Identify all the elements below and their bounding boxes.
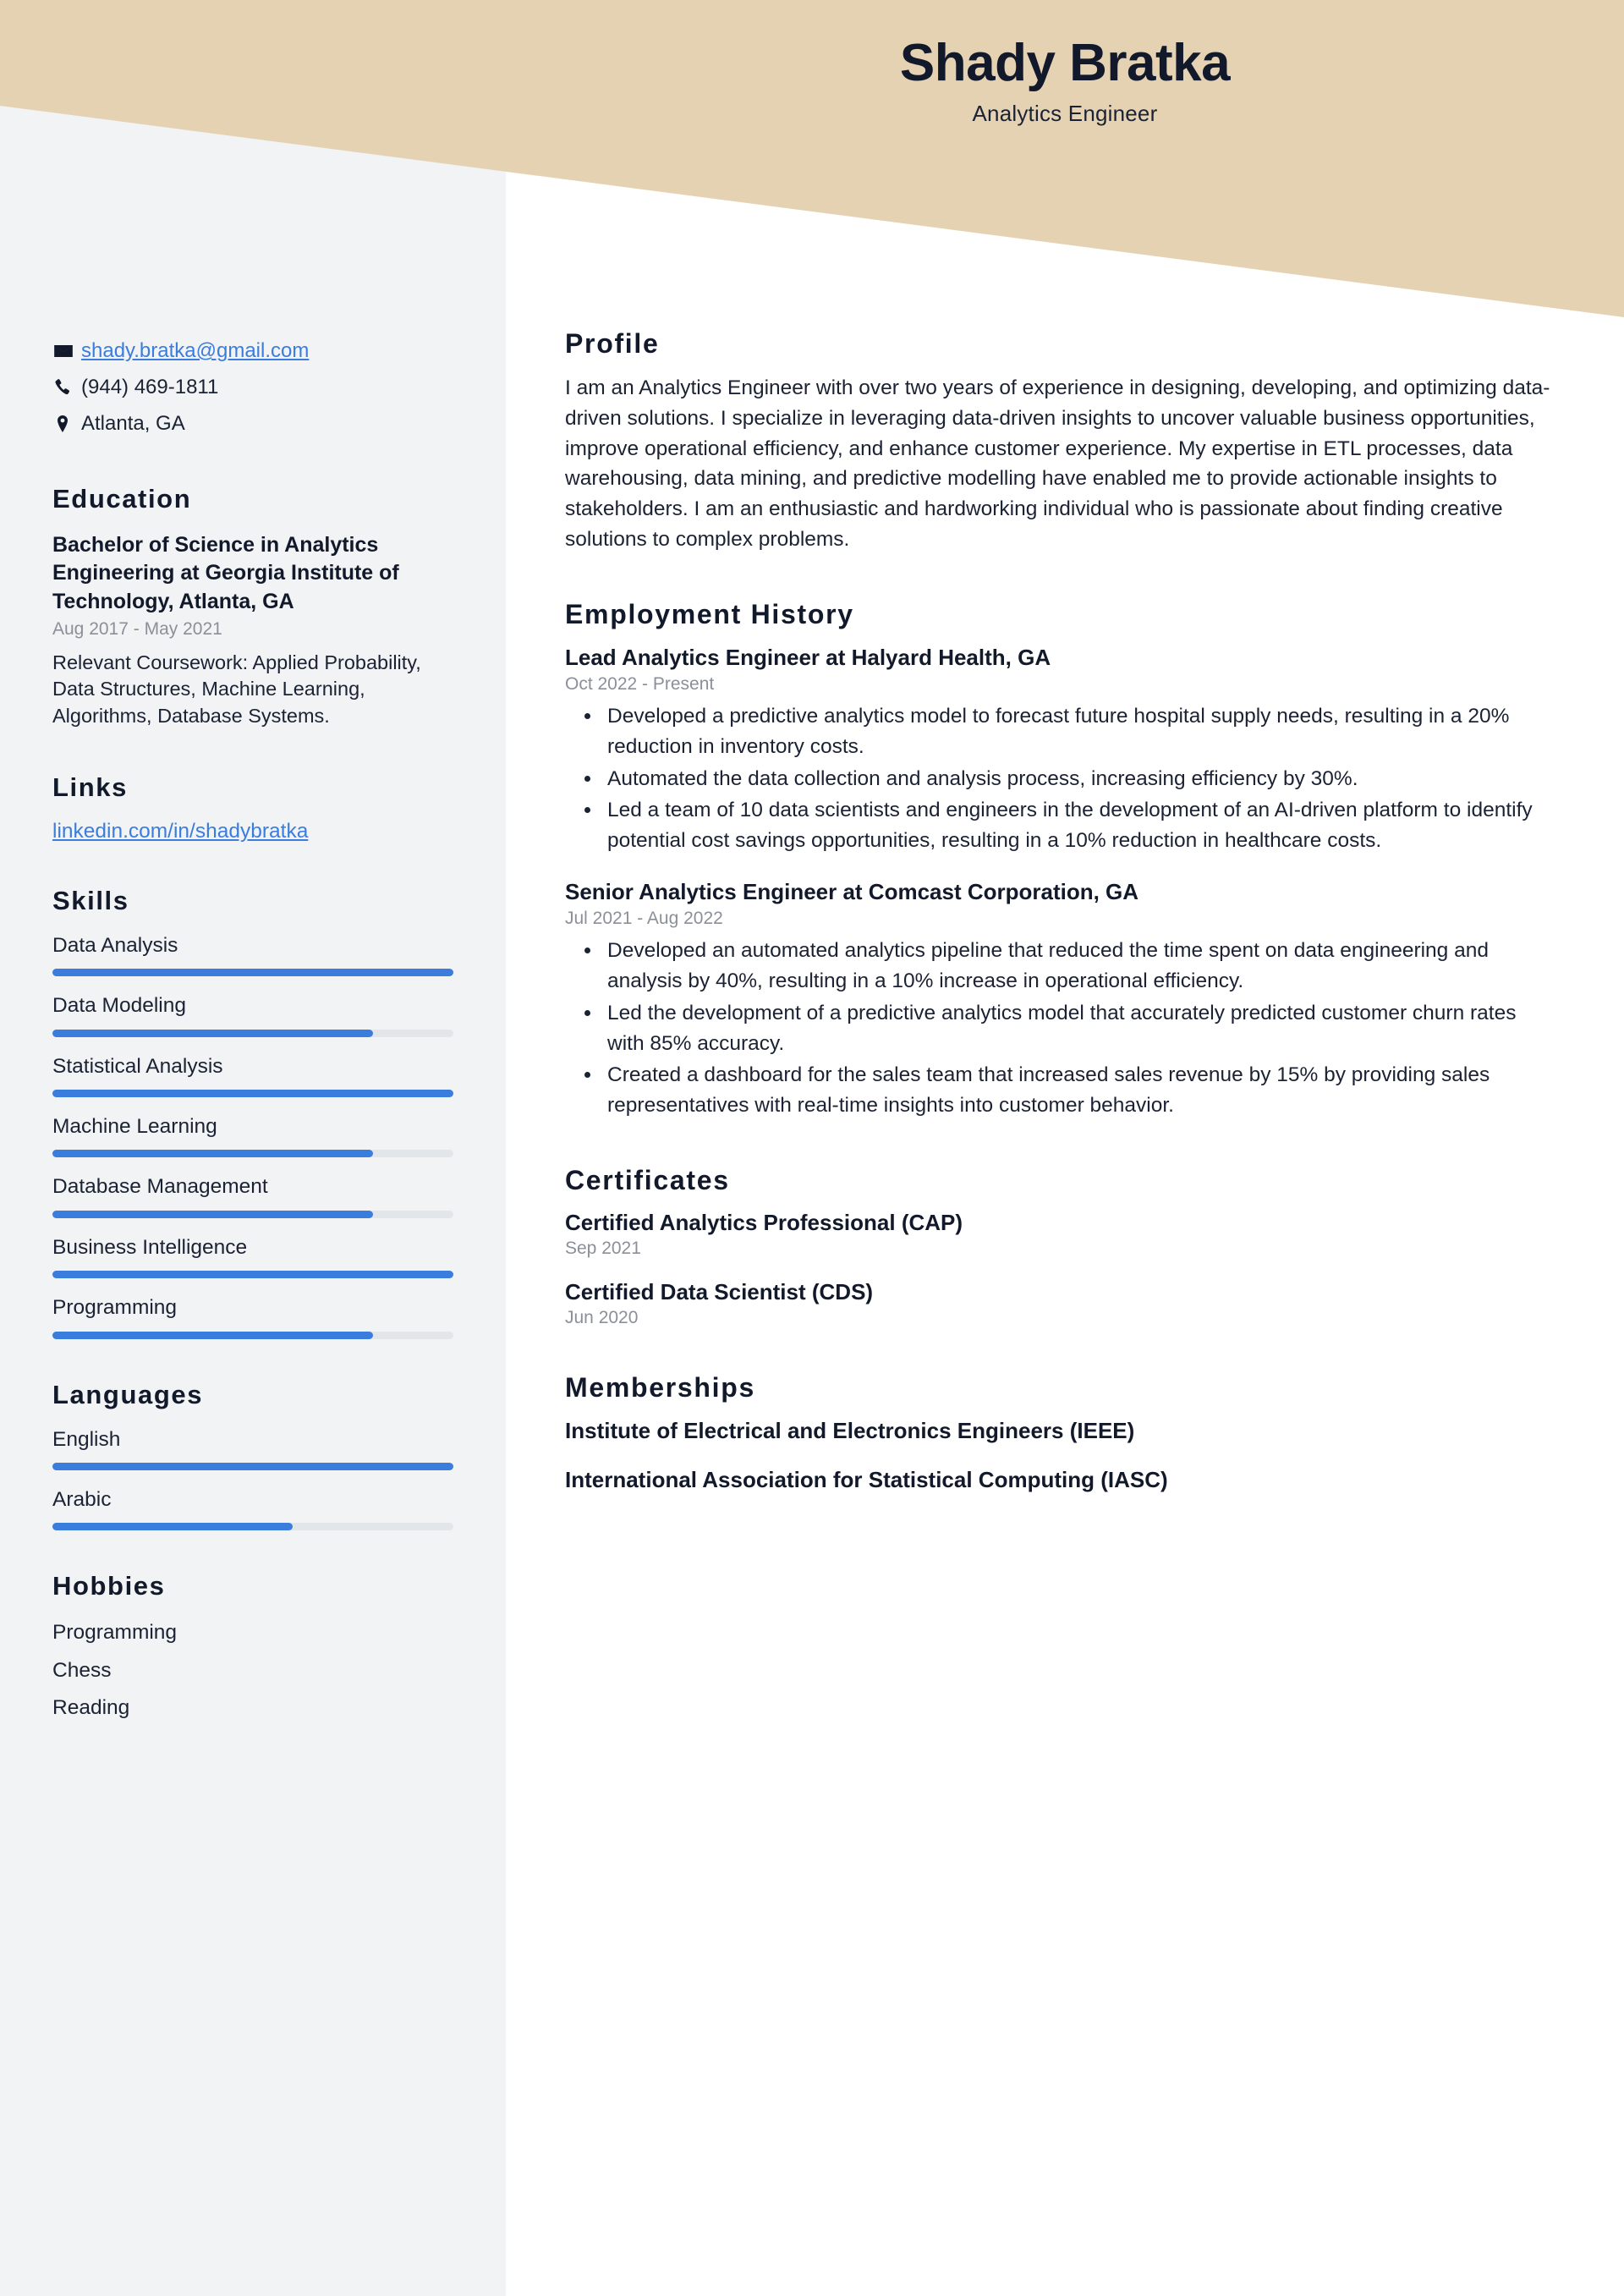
sidebar bbox=[0, 0, 506, 1756]
education-heading: Education bbox=[52, 484, 192, 514]
contact-location-label: Atlanta, GA bbox=[81, 412, 185, 435]
employment-entry-dates: Oct 2022 - Present bbox=[565, 674, 715, 695]
certificates-section bbox=[565, 1165, 1551, 1328]
certificate-date: Sep 2021 bbox=[565, 1239, 641, 1259]
hobby-item: Chess bbox=[52, 1658, 112, 1682]
skill-item bbox=[52, 1295, 453, 1338]
skills-heading: Skills bbox=[52, 885, 129, 915]
bullet-item: • Developed an automated analytics pipeline that reduced the time spent on data engineering and analysis by 40%, resulting in a 10% increase in operational efficiency. bbox=[602, 936, 1551, 997]
employment-section bbox=[565, 599, 1551, 1121]
bullet-item: • Developed a predictive analytics model to forecast future hospital supply needs, resulting in a 20% reduction in inventory costs. bbox=[602, 701, 1551, 762]
envelope-icon bbox=[52, 340, 81, 362]
skill-meter-track bbox=[52, 1332, 453, 1339]
contact-email[interactable] bbox=[52, 338, 453, 364]
skill-meter-track bbox=[52, 1030, 453, 1037]
membership-item: Institute of Electrical and Electronics Engineers (IEEE) bbox=[565, 1418, 1135, 1444]
skill-label: Machine Learning bbox=[52, 1115, 217, 1139]
skill-meter-fill bbox=[52, 969, 453, 976]
employment-entry-title: Lead Analytics Engineer at Halyard Health, GA bbox=[565, 644, 1051, 670]
education-dates: Aug 2017 - May 2021 bbox=[52, 618, 222, 639]
employment-entry-bullets bbox=[565, 701, 1551, 856]
contact-phone[interactable] bbox=[52, 375, 453, 400]
job-title-subtitle: Analytics Engineer bbox=[972, 100, 1158, 126]
skill-meter-fill bbox=[52, 1271, 453, 1278]
links-heading: Links bbox=[52, 772, 128, 802]
education-description: Relevant Coursework: Applied Probability, Data Structures, Machine Learning, Algorithms, Database Systems. bbox=[52, 651, 421, 728]
skill-meter-track bbox=[52, 1271, 453, 1278]
bullet-item: • Led the development of a predictive analytics model that accurately predicted customer churn rates with 85% accuracy. bbox=[602, 998, 1551, 1059]
bullet-item: • Led a team of 10 data scientists and engineers in the development of an AI-driven platform to identify potential cost savings opportunities, resulting in a 10% reduction in healthcare costs. bbox=[602, 795, 1551, 856]
certificate-item bbox=[565, 1279, 1551, 1328]
contact-phone-label: (944) 469-1811 bbox=[81, 376, 219, 398]
hobbies-heading: Hobbies bbox=[52, 1571, 166, 1601]
hobby-item: Reading bbox=[52, 1696, 130, 1720]
languages-section bbox=[52, 1380, 453, 1531]
certificate-name: Certified Data Scientist (CDS) bbox=[565, 1279, 874, 1305]
contact-location bbox=[52, 411, 453, 437]
skill-item bbox=[52, 1174, 453, 1217]
skill-item bbox=[52, 1235, 453, 1278]
memberships-section bbox=[565, 1372, 1551, 1495]
membership-item: International Association for Statistical Computing (IASC) bbox=[565, 1466, 1168, 1492]
certificate-name: Certified Analytics Professional (CAP) bbox=[565, 1210, 963, 1236]
main-column bbox=[506, 0, 1624, 1539]
skill-label: Database Management bbox=[52, 1175, 268, 1199]
phone-icon bbox=[52, 377, 81, 398]
certificates-heading: Certificates bbox=[565, 1165, 730, 1196]
skills-list bbox=[52, 933, 453, 1339]
education-section bbox=[52, 484, 453, 730]
bullet-item: • Created a dashboard for the sales team that increased sales revenue by 15% by providing sales representatives with real-time insights into customer behavior. bbox=[602, 1060, 1551, 1121]
skill-label: Data Analysis bbox=[52, 933, 178, 957]
skill-meter-track bbox=[52, 1150, 453, 1157]
profile-text: I am an Analytics Engineer with over two years of experience in designing, developing, and optimizing data-driven solutions. I specialize in leveraging data-driven insights to uncover valuable business opportunities, improve operational efficiency, and enhance customer experience. My expertise in ETL processes, data warehousing, data mining, and predictive modelling have enabled me to provide actionable insights to stakeholders. I am an enthusiastic and hardworking individual who is passionate about finding creative solutions to complex problems. bbox=[565, 376, 1550, 551]
language-item bbox=[52, 1427, 453, 1470]
hobbies-section bbox=[52, 1571, 453, 1722]
skill-label: Programming bbox=[52, 1296, 178, 1320]
skill-item bbox=[52, 1114, 453, 1157]
link-linkedin[interactable]: linkedin.com/in/shadybratka bbox=[52, 819, 309, 843]
employment-entry-dates: Jul 2021 - Aug 2022 bbox=[565, 909, 723, 929]
skills-section bbox=[52, 886, 453, 1339]
employment-entry-bullets bbox=[565, 936, 1551, 1121]
skill-label: Business Intelligence bbox=[52, 1235, 248, 1259]
links-section bbox=[52, 772, 453, 843]
language-meter-fill bbox=[52, 1523, 293, 1530]
skill-meter-fill bbox=[52, 1211, 373, 1218]
certificate-date: Jun 2020 bbox=[565, 1308, 639, 1328]
skill-meter-fill bbox=[52, 1332, 373, 1339]
employment-entry bbox=[565, 644, 1551, 856]
skill-label: Statistical Analysis bbox=[52, 1054, 223, 1078]
employment-entry bbox=[565, 878, 1551, 1121]
skill-item bbox=[52, 933, 453, 976]
employment-entry-title: Senior Analytics Engineer at Comcast Corporation, GA bbox=[565, 878, 1139, 904]
hobby-item: Programming bbox=[52, 1621, 178, 1645]
language-meter-track bbox=[52, 1523, 453, 1530]
bullet-item: • Automated the data collection and analysis process, increasing efficiency by 30%. bbox=[602, 764, 1551, 794]
certificate-item bbox=[565, 1210, 1551, 1259]
profile-heading: Profile bbox=[565, 328, 660, 359]
skill-item bbox=[52, 993, 453, 1036]
page-title: Shady Bratka bbox=[899, 34, 1231, 92]
memberships-heading: Memberships bbox=[565, 1372, 755, 1403]
skill-meter-track bbox=[52, 969, 453, 976]
education-degree: Bachelor of Science in Analytics Engineering at Georgia Institute of Technology, Atlanta, GA bbox=[52, 533, 399, 613]
language-item bbox=[52, 1487, 453, 1530]
skill-meter-track bbox=[52, 1211, 453, 1218]
location-pin-icon bbox=[52, 414, 81, 434]
employment-heading: Employment History bbox=[565, 598, 854, 629]
language-meter-track bbox=[52, 1463, 453, 1470]
skill-meter-fill bbox=[52, 1030, 373, 1037]
skill-meter-fill bbox=[52, 1150, 373, 1157]
skill-label: Data Modeling bbox=[52, 994, 186, 1018]
skill-meter-track bbox=[52, 1090, 453, 1097]
language-label: Arabic bbox=[52, 1488, 112, 1512]
language-label: English bbox=[52, 1427, 121, 1451]
language-meter-fill bbox=[52, 1463, 453, 1470]
languages-heading: Languages bbox=[52, 1379, 204, 1409]
contact-email-label[interactable]: shady.bratka@gmail.com bbox=[81, 339, 310, 362]
contact-list bbox=[52, 338, 453, 437]
skill-meter-fill bbox=[52, 1090, 453, 1097]
profile-section bbox=[565, 328, 1551, 555]
skill-item bbox=[52, 1054, 453, 1097]
